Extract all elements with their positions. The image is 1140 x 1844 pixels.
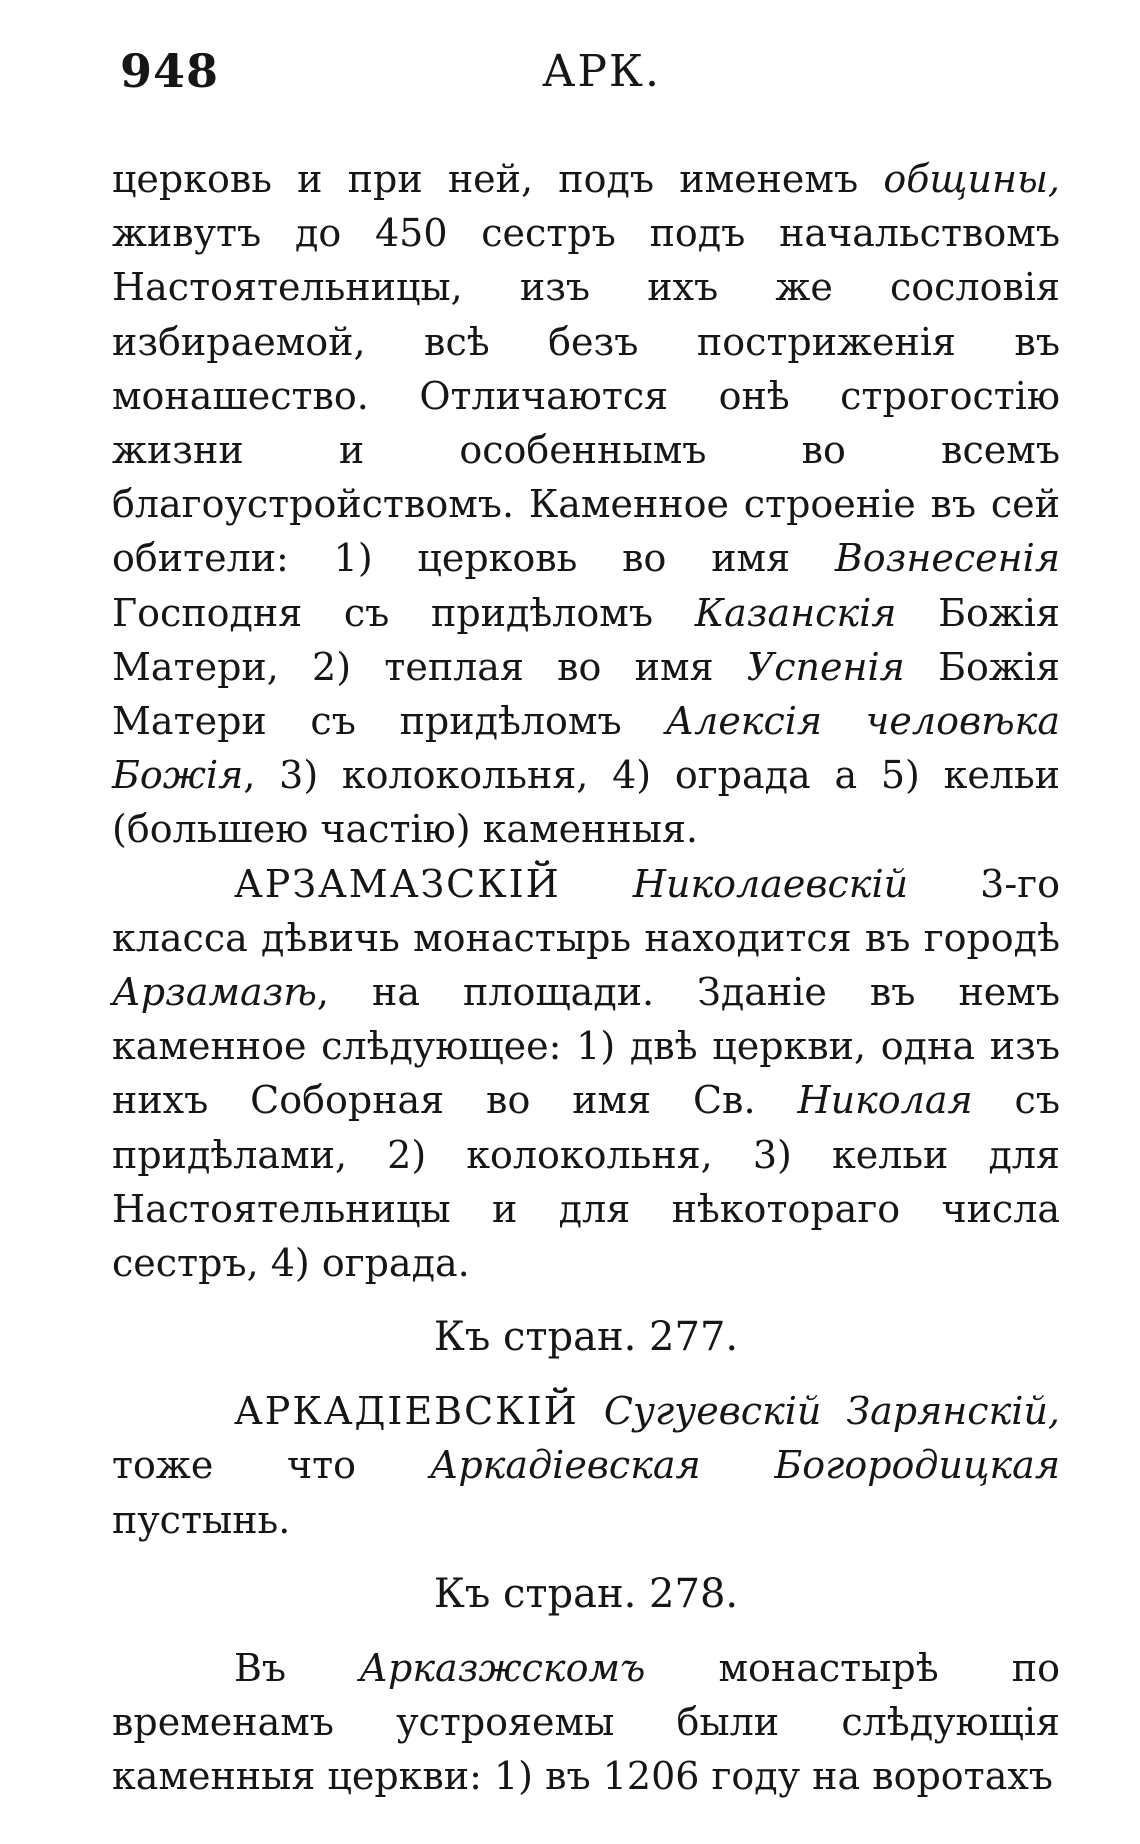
paragraph-text: тоже что — [112, 1443, 430, 1488]
paragraph-text: съ придѣлами, 2) колокольня, 3) кельи для Настоятельницы и для нѣкотораго числа сестръ, 4) ограда. — [112, 1078, 1060, 1286]
paragraph-text: , на площади. Зданіе въ немъ каменное слѣдующее: 1) двѣ церкви, одна изъ нихъ Соборная во имя Св. — [112, 970, 1060, 1123]
entry-arkazhsky — [112, 1641, 1060, 1804]
italic-term: общины, — [883, 157, 1060, 201]
page-number: 948 — [120, 44, 220, 98]
italic-term: Алексія человѣка Божія — [112, 699, 1060, 798]
paragraph-text: 3-го класса дѣвичь монастырь находится въ городѣ — [112, 861, 1060, 960]
italic-term: Николая — [797, 1078, 973, 1123]
section-heading-278: Къ стран. 278. — [433, 1570, 739, 1617]
page-header — [112, 0, 1060, 110]
paragraph-text: живутъ до 450 сестръ подъ начальствомъ Настоятельницы, изъ ихъ же сословія избираемой, всѣ безъ постриженія въ монашество. Отличаются онѣ строгостію жизни и особеннымъ во всемъ благоустройствомъ. Каменное строеніе въ сей обители: 1) церковь во имя — [112, 211, 1060, 581]
italic-term: Аркадіевская Богородицкая — [429, 1443, 1060, 1488]
entry-headword: АРКАДІЕВСКІЙ — [234, 1389, 579, 1434]
italic-term: Вознесенія — [834, 536, 1060, 581]
italic-term: Сугуевскій Зарянскій, — [603, 1389, 1060, 1434]
section-heading-277: Къ стран. 277. — [433, 1314, 739, 1361]
paragraph-text: Въ — [234, 1645, 360, 1690]
paragraph-text: Господня съ придѣломъ — [112, 590, 695, 635]
italic-term: Арказжскомъ — [359, 1645, 646, 1690]
paragraph-continuation — [112, 152, 1060, 857]
paragraph-text: монастырѣ по временамъ устрояемы были слѣдующія каменныя церкви: 1) въ 1206 году на воротахъ — [112, 1645, 1060, 1799]
italic-term: Казанскія — [694, 590, 897, 635]
paragraph-text: Божія Матери, 2) теплая во имя — [112, 590, 1060, 689]
paragraph-text: церковь и при ней, подъ именемъ — [112, 157, 884, 201]
entry-arkadievsky — [112, 1384, 1060, 1547]
italic-term: Арзамазѣ — [112, 970, 317, 1015]
paragraph-text: пустынь. — [112, 1497, 291, 1542]
entry-arzamas — [112, 857, 1060, 1291]
paragraph-text: , 3) колокольня, 4) ограда а 5) кельи (большею частію) каменныя. — [112, 753, 1060, 852]
paragraph-text: Божія Матери съ придѣломъ — [112, 644, 1060, 744]
italic-term: Николаевскій — [632, 861, 909, 906]
running-head: АРК. — [542, 46, 661, 97]
page-body — [112, 152, 1060, 1803]
entry-headword: АРЗАМАЗСКІЙ — [234, 861, 561, 906]
italic-term: Успенія — [746, 644, 905, 689]
